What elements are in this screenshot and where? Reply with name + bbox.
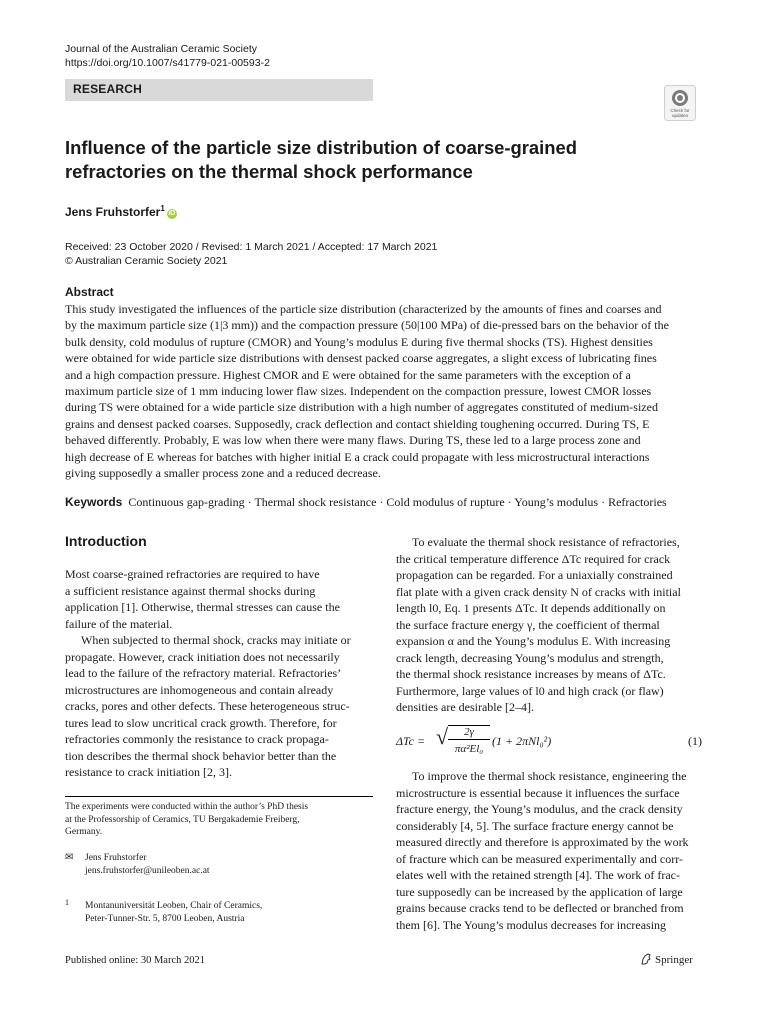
affiliation-line: Montanuniversität Leoben, Chair of Ceramics, xyxy=(85,901,263,911)
body-line: fracture energy, the Young’s modulus, and the crack density xyxy=(396,802,683,816)
body-line: them [6]. The Young’s modulus decreases for increasing xyxy=(396,917,667,932)
body-line: the critical temperature difference ΔTc required for crack xyxy=(396,551,671,566)
footnote-line: The experiments were conducted within the author’s PhD thesis xyxy=(65,802,309,812)
abstract-body xyxy=(65,301,701,481)
right-column-top xyxy=(396,534,702,716)
body-line: failure of the material. xyxy=(65,616,173,631)
body-line: resistance to crack initiation [2, 3]. xyxy=(65,765,232,779)
paper-title xyxy=(65,136,585,184)
left-column xyxy=(65,566,373,781)
abstract-line: during TS were obtained for a wide particle size distribution with a high number of aggregates constituted of medium-sized xyxy=(65,400,658,415)
body-line: crack length, decreasing Young’s modulus and strength, xyxy=(396,650,664,665)
equation-1 xyxy=(396,722,702,762)
check-for-updates-icon xyxy=(664,85,696,121)
abstract-line: grains and densest packed coarses. Supposedly, crack deflection and contact shielding toughening occurred. During TS, E xyxy=(65,416,650,431)
author-line xyxy=(65,204,177,219)
equation-number: (1) xyxy=(688,734,702,748)
body-line: densities are desirable [2–4]. xyxy=(396,700,534,714)
affiliation-line: Peter-Tunner-Str. 5, 8700 Leoben, Austria xyxy=(85,913,245,924)
author-name[interactable]: Jens Fruhstorfer xyxy=(65,205,161,219)
body-line: application [1]. Otherwise, thermal stresses can cause the xyxy=(65,600,340,614)
footnote-line: at the Professorship of Ceramics, TU Bergakademie Freiberg, xyxy=(65,814,300,825)
affiliation-mark: 1 xyxy=(65,898,69,907)
badge-text-2: updates xyxy=(671,113,689,118)
body-line: flat plate with a given crack density N of cracks with initial xyxy=(396,584,681,599)
introduction-heading: Introduction xyxy=(65,533,147,549)
article-dates xyxy=(65,240,437,268)
publisher-logo[interactable] xyxy=(640,953,693,966)
equation-denominator: πα²El₀ xyxy=(454,743,484,755)
body-line: microstructures are inhomogeneous and contain already xyxy=(65,682,334,697)
body-line: When subjected to thermal shock, cracks may initiate or xyxy=(81,633,351,647)
check-for-updates-badge[interactable] xyxy=(664,85,696,121)
keywords-label: Keywords xyxy=(65,495,123,509)
contact-email[interactable]: jens.fruhstorfer@unileoben.ac.at xyxy=(85,865,210,876)
body-line: cracks, pores and other defects. These heterogeneous struc- xyxy=(65,699,350,713)
body-line: grains because cracks tend to be deflected or branched from xyxy=(396,901,684,915)
footnote-line: Germany. xyxy=(65,827,103,837)
body-line: a sufficient resistance against thermal shocks during xyxy=(65,583,316,598)
body-line: the surface fracture energy γ, the coefficient of thermal xyxy=(396,617,660,632)
equation-tail: (1 + 2πNl₀²) xyxy=(492,734,552,748)
journal-header xyxy=(65,42,270,70)
publisher-name: Springer xyxy=(655,954,693,966)
orcid-icon[interactable]: iD xyxy=(168,210,176,217)
springer-horse-icon xyxy=(640,953,652,965)
body-line: elates well with the retained strength [4]. The work of frac- xyxy=(396,868,681,882)
abstract-line: This study investigated the influences of the particle size distribution (characterized by the amounts of fines and coarses and xyxy=(65,302,662,316)
journal-name: Journal of the Australian Ceramic Society xyxy=(65,43,258,55)
copyright: © Australian Ceramic Society 2021 xyxy=(65,255,228,267)
contact-block xyxy=(85,852,210,877)
abstract-line: high decrease of E whereas for batches with higher initial E a crack could propagate with less microstructural interactions xyxy=(65,449,650,464)
equation-lhs: ΔTc = xyxy=(396,734,426,748)
keywords xyxy=(65,495,667,510)
footnote-separator xyxy=(65,796,373,797)
body-line: Furthermore, large values of l0 and high crack (or flaw) xyxy=(396,683,664,698)
body-line: propagate. However, crack initiation does not necessarily xyxy=(65,649,340,664)
body-line: tion describes the thermal shock behavior better than the xyxy=(65,748,337,763)
abstract-line: giving supposedly a smaller process zone and a reduced decrease. xyxy=(65,466,381,481)
author-affil-mark: 1 xyxy=(160,204,165,213)
body-line: propagation can be regarded. For a uniaxially constrained xyxy=(396,568,673,582)
abstract-line: were obtained for wide particle size distributions with densest packed coarse aggregates, a slight excess of lubricating fines xyxy=(65,351,657,366)
affiliation xyxy=(65,900,262,925)
sqrt-sign: √ xyxy=(436,724,449,749)
right-column-bottom xyxy=(396,768,702,933)
body-line: Most coarse-grained refractories are required to have xyxy=(65,567,320,581)
doi-link[interactable]: https://doi.org/10.1007/s41779-021-00593-2 xyxy=(65,57,270,69)
body-line: To improve the thermal shock resistance, engineering the xyxy=(412,769,687,783)
body-line: lead to the failure of the refractory material. Refractories’ xyxy=(65,666,342,680)
body-line: To evaluate the thermal shock resistance of refractories, xyxy=(412,535,680,549)
title-line-2: refractories on the thermal shock performance xyxy=(65,161,473,182)
body-line: tures lead to slow uncritical crack growth. Therefore, for xyxy=(65,715,337,730)
published-date: Published online: 30 March 2021 xyxy=(65,955,205,966)
body-line: of fracture which can be measured experimentally and corr- xyxy=(396,851,683,866)
body-line: expansion α and the Young’s modulus E. With increasing xyxy=(396,634,671,648)
title-line-1: Influence of the particle size distribution of coarse-grained xyxy=(65,137,577,158)
body-line: microstructure is essential because it influences the surface xyxy=(396,785,680,800)
body-line: refractories commonly the resistance to crack propaga- xyxy=(65,732,329,746)
body-line: the thermal shock resistance increases by means of ΔTc. xyxy=(396,667,666,681)
abstract-line: and a high compaction pressure. Highest CMOR and E were obtained for the same parameters with the exception of a xyxy=(65,367,631,382)
body-line: ture supposedly can be increased by the application of large xyxy=(396,884,683,899)
abstract-line: behaved differently. Probably, E was low when there were many flaws. During TS, these led to a large process zone and xyxy=(65,433,641,448)
abstract-line: maximum particle size of 1 mm inducing lower flaw sizes. Independent on the compaction pressure, lowest CMOR losses xyxy=(65,384,652,399)
keywords-text: Continuous gap-grading · Thermal shock resistance · Cold modulus of rupture · Young’s modulus · Refractories xyxy=(128,495,667,509)
section-label: RESEARCH xyxy=(73,82,142,96)
envelope-icon: ✉ xyxy=(65,852,74,863)
body-line: considerably [4, 5]. The surface fracture energy cannot be xyxy=(396,818,674,833)
equation-numerator: 2γ xyxy=(448,726,490,740)
body-line: length l0, Eq. 1 presents ΔTc. It depends additionally on xyxy=(396,601,666,615)
abstract-line: bulk density, cold modulus of rupture (CMOR) and Young’s modulus E during five thermal shocks (TS). Highest densities xyxy=(65,334,653,349)
footnote xyxy=(65,801,373,839)
history-dates: Received: 23 October 2020 / Revised: 1 March 2021 / Accepted: 17 March 2021 xyxy=(65,241,438,253)
section-banner xyxy=(65,79,373,101)
body-line: measured directly and therefore is approximated by the work xyxy=(396,835,689,849)
abstract-heading: Abstract xyxy=(65,285,114,299)
contact-name: Jens Fruhstorfer xyxy=(85,853,147,863)
abstract-line: by the maximum particle size (1|3 mm)) and the compaction pressure (50|100 MPa) of die-pressed bars on the behavior of the xyxy=(65,318,669,333)
badge-text-1: Check for xyxy=(670,108,690,113)
